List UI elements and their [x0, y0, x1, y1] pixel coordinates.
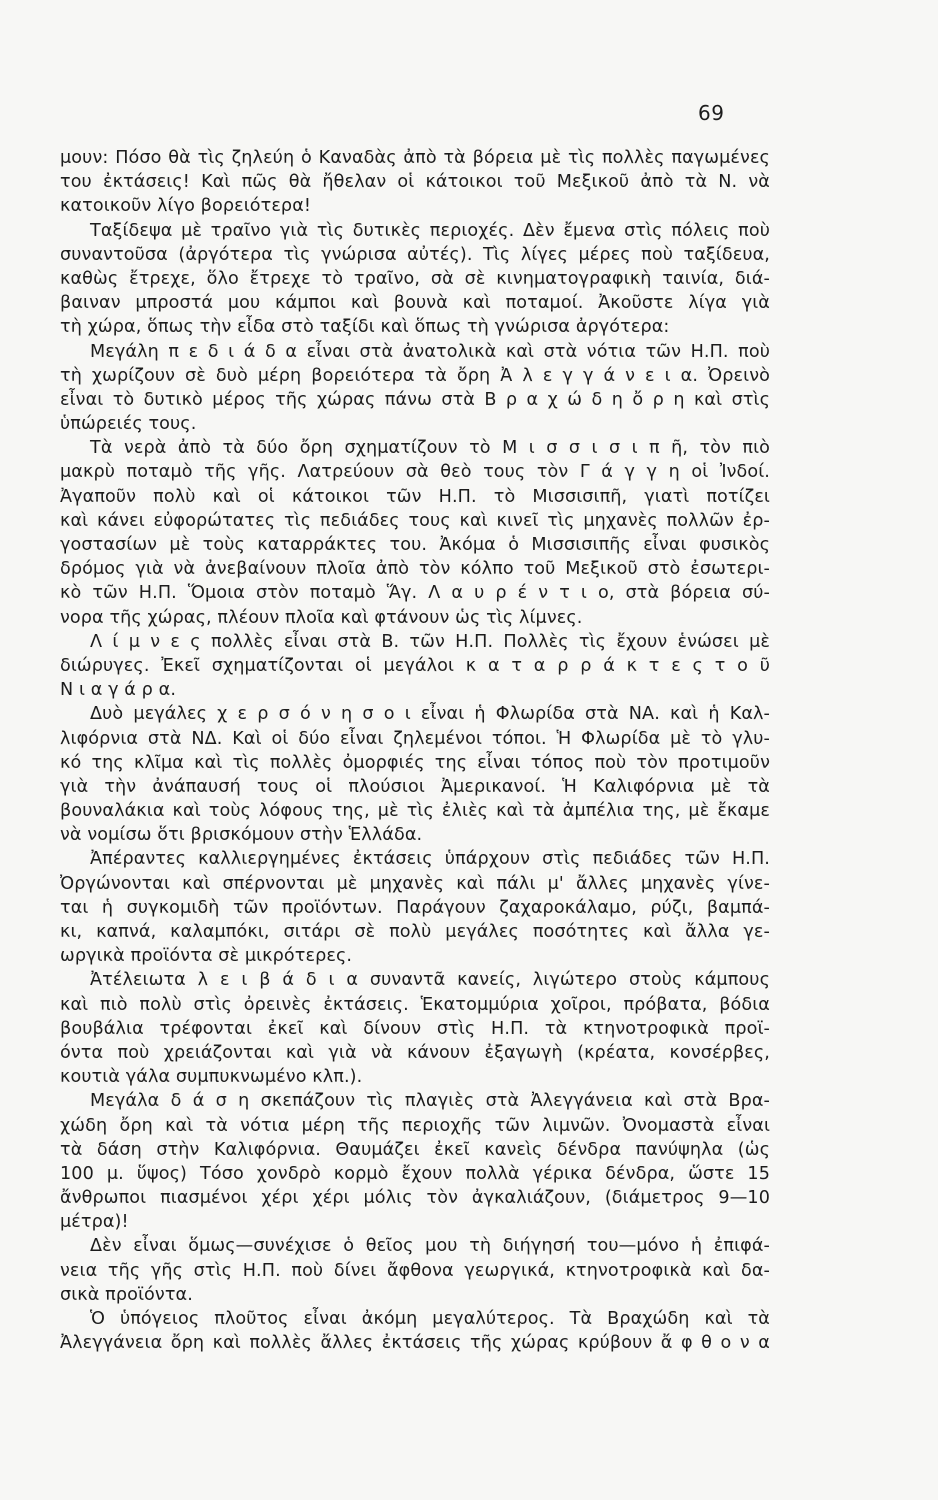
text-line: Ἀλεγγάνεια ὄρη καὶ πολλὲς ἄλλες ἐκτάσεις τῆς χώρας κρύβουν ἄ φ θ ο ν α: [60, 1333, 770, 1354]
text-line: μέτρα)!: [60, 1212, 129, 1233]
text-line: βουναλάκια καὶ τοὺς λόφους της, μὲ τὶς ἐλιὲς καὶ τὰ ἀμπέλια της, μὲ ἔκαμε: [60, 801, 770, 822]
text-line: Δὲν εἶναι ὅμως—συνέχισε ὁ θεῖος μου τὴ διήγησή του—μόνο ἡ ἐπιφά-: [90, 1236, 770, 1257]
text-line: βουβάλια τρέφονται ἐκεῖ καὶ δίνουν στὶς Η.Π. τὰ κτηνοτροφικὰ προϊ-: [60, 1018, 770, 1039]
text-line: τὰ δάση στὴν Καλιφόρνια. Θαυμάζει ἐκεῖ κανεὶς δένδρα πανύψηλα (ὡς: [60, 1139, 770, 1160]
text-line: Ὀργώνονται καὶ σπέρνονται μὲ μηχανὲς καὶ πάλι μ' ἄλλες μηχανὲς γίνε-: [60, 873, 770, 894]
text-line: Τὰ νερὰ ἀπὸ τὰ δύο ὄρη σχηματίζουν τὸ Μ ι σ σ ι σ ι π ῆ, τὸν πιὸ: [90, 438, 770, 459]
text-line: Μεγάλα δ ά σ η σκεπάζουν τὶς πλαγιὲς στὰ Ἀλεγγάνεια καὶ στὰ Βρα-: [90, 1091, 770, 1112]
text-line: σικὰ προϊόντα.: [60, 1284, 193, 1305]
text-line: νορα τῆς χώρας, πλέουν πλοῖα καὶ φτάνουν ὡς τὶς λίμνες.: [60, 607, 583, 628]
text-line: Δυὸ μεγάλες χ ε ρ σ ό ν η σ ο ι εἶναι ἡ Φλωρίδα στὰ ΝΑ. καὶ ἡ Καλ-: [90, 704, 770, 725]
text-line: Ἀπέραντες καλλιεργημένες ἐκτάσεις ὑπάρχουν στὶς πεδιάδες τῶν Η.Π.: [90, 849, 770, 870]
text-line: κατοικοῦν λίγο βορειότερα!: [60, 196, 312, 217]
text-line: Λ ί μ ν ε ς πολλὲς εἶναι στὰ Β. τῶν Η.Π. Πολλὲς τὶς ἔχουν ἑνώσει μὲ: [90, 631, 770, 652]
text-line: 100 μ. ὕψος) Τόσο χονδρὸ κορμὸ ἔχουν πολλὰ γέρικα δένδρα, ὥστε 15: [60, 1163, 770, 1184]
text-line: χώδη ὄρη καὶ τὰ νότια μέρη τῆς περιοχῆς τῶν λιμνῶν. Ὀνομαστὰ εἶναι: [60, 1115, 770, 1136]
text-line: ἄνθρωποι πιασμένοι χέρι χέρι μόλις τὸν ἀγκαλιάζουν, (διάμετρος 9—10: [60, 1188, 770, 1209]
text-line: βαιναν μπροστά μου κάμποι καὶ βουνὰ καὶ ποταμοί. Ἀκοῦστε λίγα γιὰ: [60, 293, 770, 314]
text-line: λιφόρνια στὰ ΝΔ. Καὶ οἱ δύο εἶναι ζηλεμένοι τόποι. Ἡ Φλωρίδα μὲ τὸ γλυ-: [60, 728, 770, 749]
text-line: Ἀτέλειωτα λ ε ι β ά δ ι α συναντᾶ κανείς, λιγώτερο στοὺς κάμπους: [90, 970, 770, 991]
text-line: ὑπώρειές τους.: [60, 414, 197, 435]
text-line: κό της κλῖμα καὶ τὶς πολλὲς ὀμορφιές της εἶναι τόπος ποὺ τὸν προτιμοῦν: [60, 752, 770, 773]
page-number: 69: [698, 101, 725, 125]
body-text: [60, 146, 770, 1355]
text-line: Ν ι α γ ά ρ α.: [60, 680, 177, 701]
text-line: Ἀγαποῦν πολὺ καὶ οἱ κάτοικοι τῶν Η.Π. τὸ Μισσισιπῆ, γιατὶ ποτίζει: [60, 486, 770, 507]
text-line: Ὁ ὑπόγειος πλοῦτος εἶναι ἀκόμη μεγαλύτερος. Τὰ Βραχώδη καὶ τὰ: [90, 1309, 770, 1329]
text-line: κουτιὰ γάλα συμπυκνωμένο κλπ.).: [60, 1067, 363, 1088]
text-line: εἶναι τὸ δυτικὸ μέρος τῆς χώρας πάνω στὰ Β ρ α χ ώ δ η ὄ ρ η καὶ στὶς: [60, 389, 770, 410]
text-line: μουν: Πόσο θὰ τὶς ζηλεύη ὁ Καναδὰς ἀπὸ τὰ βόρεια μὲ τὶς πολλὲς παγωμένες: [60, 148, 770, 168]
text-line: συναντοῦσα (ἀργότερα τὶς γνώρισα αὐτές). Τὶς λίγες μέρες ποὺ ταξίδευα,: [60, 244, 770, 265]
text-line: ται ἡ συγκομιδὴ τῶν προϊόντων. Παράγουν ζαχαροκάλαμο, ρύζι, βαμπά-: [60, 897, 770, 918]
text-line: όντα ποὺ χρειάζονται καὶ γιὰ νὰ κάνουν ἐξαγωγὴ (κρέατα, κονσέρβες,: [60, 1042, 770, 1063]
text-line: Ταξίδεψα μὲ τραῖνο γιὰ τὶς δυτικὲς περιοχές. Δὲν ἔμενα στὶς πόλεις ποὺ: [90, 220, 770, 241]
text-line: γιὰ τὴν ἀνάπαυσή τους οἱ πλούσιοι Ἀμερικανοί. Ἡ Καλιφόρνια μὲ τὰ: [60, 776, 770, 797]
text-line: διώρυγες. Ἐκεῖ σχηματίζονται οἱ μεγάλοι κ α τ α ρ ρ ά κ τ ε ς τ ο ῦ: [60, 655, 770, 676]
text-line: ωργικὰ προϊόντα σὲ μικρότερες.: [60, 946, 353, 967]
text-line: καὶ κάνει εὐφορώτατες τὶς πεδιάδες τους καὶ κινεῖ τὶς μηχανὲς πολλῶν ἐρ-: [60, 510, 770, 531]
text-line: καθὼς ἔτρεχε, ὅλο ἔτρεχε τὸ τραῖνο, σὰ σὲ κινηματογραφικὴ ταινία, διά-: [60, 268, 770, 289]
text-line: τὴ χώρα, ὅπως τὴν εἶδα στὸ ταξίδι καὶ ὅπως τὴ γνώρισα ἀργότερα:: [60, 317, 670, 338]
text-line: τὴ χωρίζουν σὲ δυὸ μέρη βορειότερα τὰ ὄρη Ἀ λ ε γ γ ά ν ε ι α. Ὀρεινὸ: [60, 365, 770, 386]
text-line: κι, καπνά, καλαμπόκι, σιτάρι σὲ πολὺ μεγάλες ποσότητες καὶ ἄλλα γε-: [60, 922, 770, 942]
text-line: γοστασίων μὲ τοὺς καταρράκτες του. Ἀκόμα ὁ Μισσισιπῆς εἶναι φυσικὸς: [60, 535, 770, 555]
text-line: δρόμος γιὰ νὰ ἀνεβαίνουν πλοῖα ἀπὸ τὸν κόλπο τοῦ Μεξικοῦ στὸ ἐσωτερι-: [60, 559, 770, 580]
text-line: νὰ νομίσω ὅτι βρισκόμουν στὴν Ἑλλάδα.: [60, 825, 423, 846]
text-line: του ἐκτάσεις! Καὶ πῶς θὰ ἤθελαν οἱ κάτοικοι τοῦ Μεξικοῦ ἀπὸ τὰ Ν. νὰ: [60, 172, 770, 193]
text-line: Μεγάλη π ε δ ι ά δ α εἶναι στὰ ἀνατολικὰ καὶ στὰ νότια τῶν Η.Π. ποὺ: [90, 341, 770, 362]
text-line: καὶ πιὸ πολὺ στὶς ὀρεινὲς ἐκτάσεις. Ἑκατομμύρια χοῖροι, πρόβατα, βόδια: [60, 994, 770, 1015]
text-line: νεια τῆς γῆς στὶς Η.Π. ποὺ δίνει ἄφθονα γεωργικά, κτηνοτροφικὰ καὶ δα-: [60, 1260, 770, 1281]
text-line: κὸ τῶν Η.Π. Ὅμοια στὸν ποταμὸ Ἅγ. Λ α υ ρ έ ν τ ι ο, στὰ βόρεια σύ-: [60, 583, 770, 604]
text-line: μακρὺ ποταμὸ τῆς γῆς. Λατρεύουν σὰ θεὸ τους τὸν Γ ά γ γ η οἱ Ἰνδοί.: [60, 462, 770, 483]
